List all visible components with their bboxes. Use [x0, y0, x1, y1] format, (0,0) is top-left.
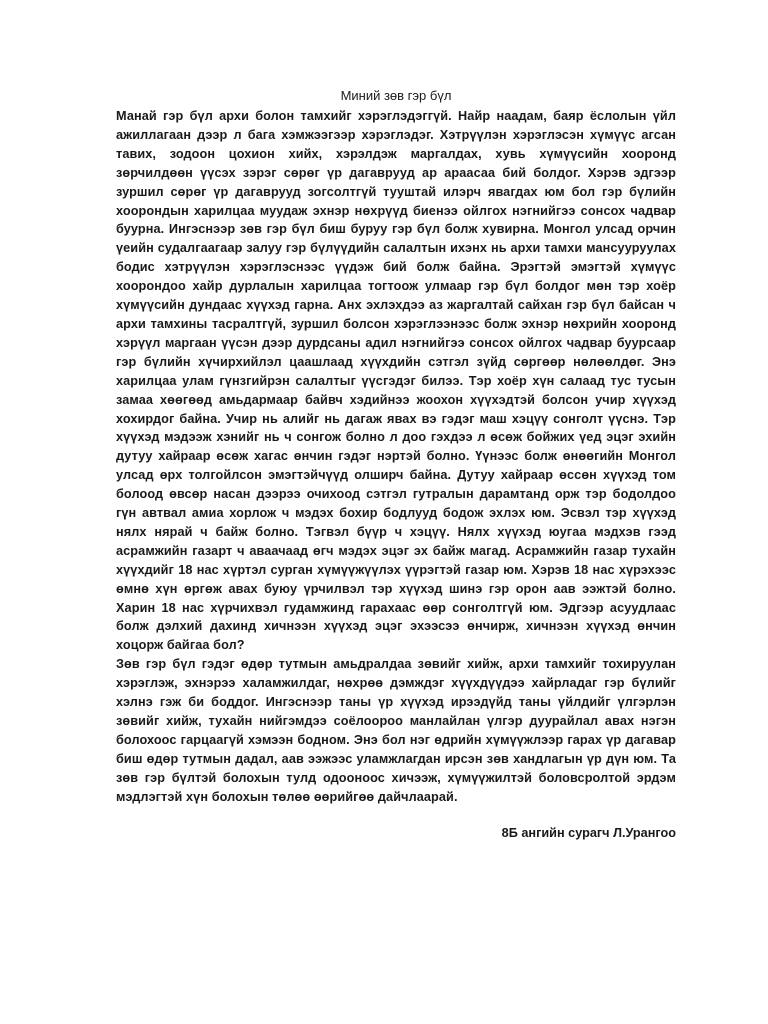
essay-page [116, 88, 676, 842]
author-signature: 8Б ангийн сурагч Л.Урангоо [501, 825, 676, 840]
essay-title: Миний зөв гэр бүл [340, 88, 452, 103]
essay-paragraph-1: Манай гэр бүл архи болон тамхийг хэрэглэдэггүй. Найр наадам, баяр ёслолын үйл ажиллагаан дээр л бага хэмжээгээр хэрэглэдэг. Хэтрүүлэн хэрэглэсэн хүмүүс агсан тавих, зодоон цохион хийх, хэрэлдэж маргалдах, хувь хүмүүсийн хооронд зөрчилдөөн үүсэх зэрэг сөрөг үр дагаврууд ар араасаа бий болдог. Хэрэв эдгээр зуршил сөрөг үр дагаврууд зогсолтгүй тууштай илэрч явагдах юм бол гэр бүлийн хоорондын харилцаа муудаж эхнэр нөхрүүд биенээ ойлгох нэгнийгээ сонсох чадвар буурна. Ингэснээр зөв гэр бүл биш буруу гэр бүл болж хувирна. Монгол улсад орчин үеийн судалгаагаар залуу гэр бүлүүдийн салалтын ихэнх нь архи тамхи мансууруулах бодис хэтрүүлэн хэрэглэснээс үүдэж бий болж байна. Эрэгтэй эмэгтэй хүмүүс хоорондоо хайр дурлалын харилцаа тогтоож улмаар гэр бүл болдог мөн тэр хоёр хүмүүсийн дундаас хүүхэд гарна. Анх эхлэхдээ аз жаргалтай сайхан гэр бүл байсан ч архи тамхины тасралтгүй, зуршил болсон хэрэглээнээс болж эхнэр нөхрийн хооронд хэрүүл маргаан үүсэн дээр дурдсаны адил нэгнийгээ сонсох ойлгох чадвар буурсаар гэр бүлийн хүчирхийлэл цаашлаад хүүхдийн сэтгэл зүйд сөргөөр нөлөөлдөг. Энэ харилцаа улам гүнзгийрэн салалтыг үүсгэдэг билээ. Тэр хоёр хүн салаад тус тусын замаа хөөгөөд амьдармаар байвч хэдийнээ жоохон хүүхэдтэй болсон учир хүүхэд хохирдог байна. Учир нь алийг нь дагаж явах вэ гэдэг маш хэцүү сонголт үүснэ. Тэр хүүхэд мэдээж хэнийг нь ч сонгож болно л доо гэхдээ л өсөж бойжих үед эцэг эхийн дутуу хайраар өсөж хагас өнчин гэдэг нэртэй болно. Үүнээс болж өнөөгийн Монгол улсад өрх толгойлсон эмэгтэйчүүд олширч байна. Дутуу хайраар өссөн хүүхэд том болоод өвсөр насан дээрээ очихоод сэтгэл гутралын дарамтанд орж тэр бодолдоо гүн автвал амиа хорлож ч мэдэх бохир бодлууд бодож эхлэх юм. Эсвэл тэр хүүхэд нялх нярай ч байж болно. Тэгвэл бүүр ч хэцүү. Нялх хүүхэд юугаа мэдхэв гээд асрамжийн газарт ч аваачаад өгч мэдэх эцэг эх байж магад. Асрамжийн газар тухайн хүүхдийг 18 нас хүртэл сурган хүмүүжүүлэх үүрэгтэй газар юм. Хэрэв 18 нас хүрэхээс өмнө хүн өргөж авах буюу үрчилвэл тэр хүүхэд шинэ гэр орон аав ээжтэй болно. Харин 18 нас хүрчихвэл гудамжинд гарахаас өөр сонголтгүй юм. Эдгээр асуудлаас болж дэлхий дахинд хичнээн хүүхэд эцэг эхээсээ өнчирж, хичнээн хүүхэд өнчин хоцорж байгаа бол? [116, 109, 676, 653]
essay-paragraph-2: Зөв гэр бүл гэдэг өдөр тутмын амьдралдаа зөвийг хийж, архи тамхийг тохируулан хэрэглэж, эхнэрээ халамжилдаг, нөхрөө дэмждэг хүүхдүүдээ хайрладаг гэр бүлийг хэлнэ гэж би боддог. Ингэснээр таны үр хүүхэд ирээдүйд таны үйлдийг үлгэрлэн зөвийг хийж, тухайн нийгэмдээ соёлоороо манлайлан үлгэр дуурайлал авах нэгэн болохоос гарцаагүй хэмээн бодном. Энэ бол нэг өдрийн хүмүүжлээр гарах үр дагавар биш өдөр тутмын дадал, аав ээжээс уламжлагдан ирсэн зөв хандлагын үр дүн юм. Та зөв гэр бүлтэй болохын тулд одооноос хичээж, хүмүүжилтэй боловсролтой эрдэм мэдлэгтэй хүн болохын төлөө өөрийгөө дайчлаарай. [116, 657, 676, 804]
